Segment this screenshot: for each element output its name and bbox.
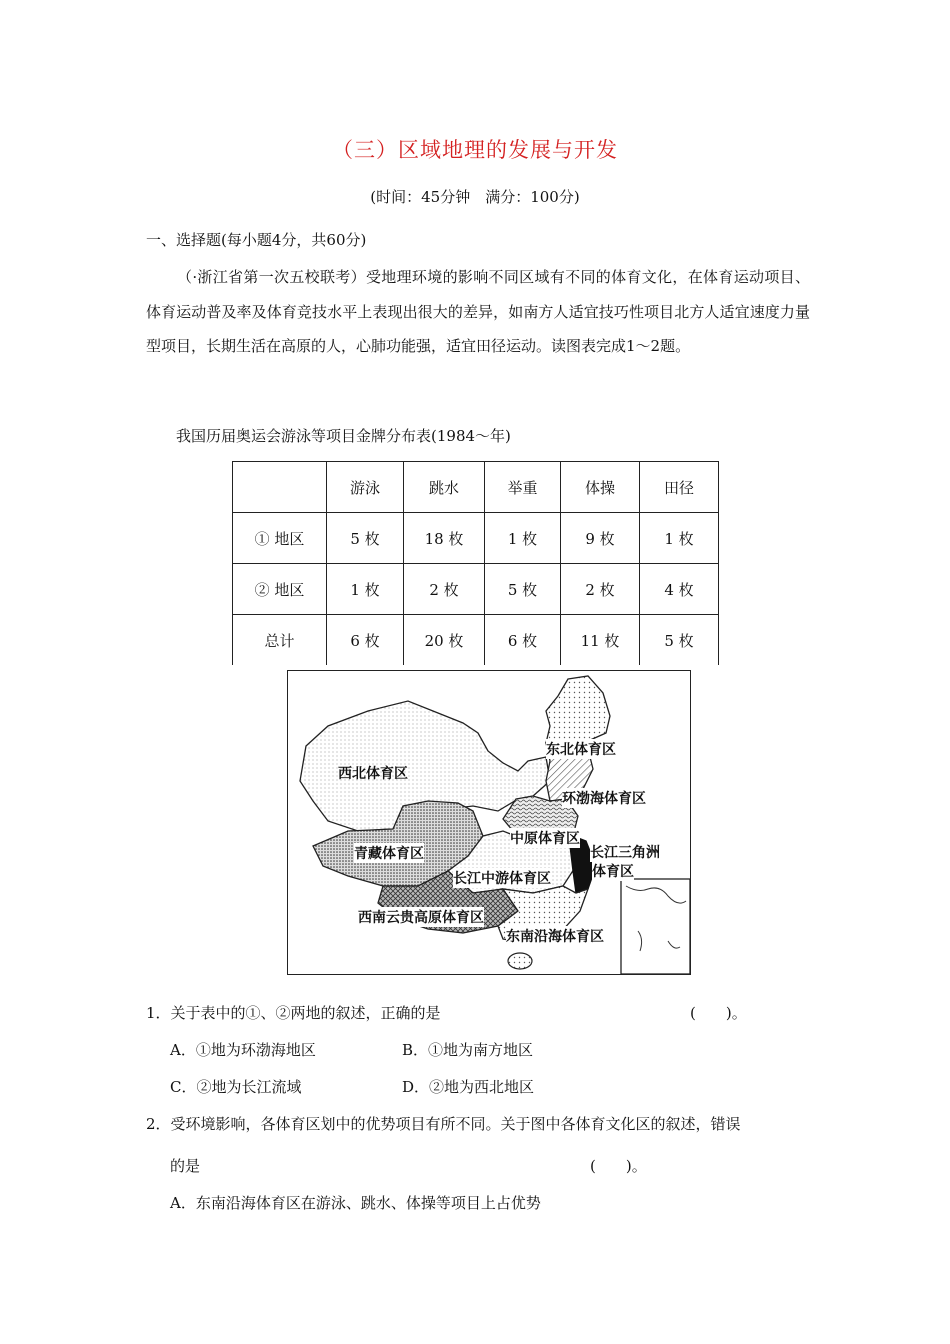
china-sports-region-map bbox=[287, 670, 691, 975]
page-title: （三）区域地理的发展与开发 bbox=[332, 138, 618, 162]
table-cell: 1 枚 bbox=[327, 564, 404, 615]
table-cell: ② 地区 bbox=[233, 564, 327, 615]
question-1-option-b: B．①地为南方地区 bbox=[402, 1041, 534, 1059]
table-header-cell bbox=[233, 462, 327, 513]
inset-south-china-sea bbox=[621, 879, 690, 974]
table-cell: 1 枚 bbox=[485, 513, 561, 564]
table-header-cell: 跳水 bbox=[404, 462, 485, 513]
question-1-answer-paren: ( )。 bbox=[690, 1004, 747, 1022]
table-row bbox=[233, 615, 719, 666]
table-cell: 5 枚 bbox=[327, 513, 404, 564]
table-cell: 9 枚 bbox=[561, 513, 640, 564]
question-2-stem: 2．受环境影响，各体育区划中的优势项目有所不同。关于图中各体育文化区的叙述，错误 bbox=[146, 1115, 741, 1133]
table-cell: 2 枚 bbox=[561, 564, 640, 615]
question-1-option-d: D．②地为西北地区 bbox=[402, 1078, 535, 1096]
table-cell: 6 枚 bbox=[327, 615, 404, 666]
table-cell: 总计 bbox=[233, 615, 327, 666]
intro-paragraph: （·浙江省第一次五校联考）受地理环境的影响不同区域有不同的体育文化，在体育运动项目、体育运动普及率及体育竞技水平上表现出很大的差异，如南方人适宜技巧性项目北方人适宜速度力量型项目，长期生活在高原的人，心肺功能强，适宜田径运动。读图表完成1～2题。 bbox=[146, 268, 810, 355]
label-yangtze-delta: 长江三角洲 bbox=[590, 842, 660, 862]
label-southwest: 西南云贵高原体育区 bbox=[358, 907, 484, 927]
label-southeast: 东南沿海体育区 bbox=[506, 926, 604, 946]
table-cell: 2 枚 bbox=[404, 564, 485, 615]
table-cell: 4 枚 bbox=[640, 564, 719, 615]
table-cell: 1 枚 bbox=[640, 513, 719, 564]
question-1-option-c: C．②地为长江流域 bbox=[170, 1078, 302, 1096]
label-northeast: 东北体育区 bbox=[546, 739, 616, 759]
label-bohai: 环渤海体育区 bbox=[562, 788, 646, 808]
question-2-stem-cont: 的是 bbox=[170, 1157, 201, 1175]
question-1-stem: 1．关于表中的①、②两地的叙述，正确的是 bbox=[146, 1004, 441, 1022]
question-2-option-a: A．东南沿海体育区在游泳、跳水、体操等项目上占优势 bbox=[170, 1194, 541, 1212]
table-caption: 我国历届奥运会游泳等项目金牌分布表(1984～年) bbox=[176, 427, 511, 445]
label-yangtze-delta-2: 体育区 bbox=[592, 861, 634, 881]
label-central-plains: 中原体育区 bbox=[510, 828, 580, 848]
label-northwest: 西北体育区 bbox=[338, 766, 408, 782]
question-1-option-a: A．①地为环渤海地区 bbox=[170, 1041, 316, 1059]
table-cell: 20 枚 bbox=[404, 615, 485, 666]
table-cell: 11 枚 bbox=[561, 615, 640, 666]
map-graphic bbox=[288, 671, 690, 974]
table-cell: 18 枚 bbox=[404, 513, 485, 564]
exam-time-score: (时间：45分钟 满分：100分) bbox=[370, 188, 580, 206]
table-cell: 5 枚 bbox=[640, 615, 719, 666]
table-header-cell: 体操 bbox=[561, 462, 640, 513]
table-header-cell: 举重 bbox=[485, 462, 561, 513]
section-heading: 一、选择题(每小题4分，共60分) bbox=[146, 231, 367, 249]
island-hainan bbox=[508, 953, 532, 969]
label-middle-yangtze: 长江中游体育区 bbox=[453, 868, 551, 888]
table-cell: 5 枚 bbox=[485, 564, 561, 615]
table-cell: 6 枚 bbox=[485, 615, 561, 666]
table-header-cell: 田径 bbox=[640, 462, 719, 513]
label-qinghai-tibet: 青藏体育区 bbox=[354, 843, 424, 863]
table-header-cell: 游泳 bbox=[327, 462, 404, 513]
table-cell: ① 地区 bbox=[233, 513, 327, 564]
question-2-answer-paren: ( )。 bbox=[590, 1157, 647, 1175]
table-row bbox=[233, 564, 719, 615]
gold-medal-table bbox=[232, 461, 719, 665]
table-header-row bbox=[233, 462, 719, 513]
table-row bbox=[233, 513, 719, 564]
